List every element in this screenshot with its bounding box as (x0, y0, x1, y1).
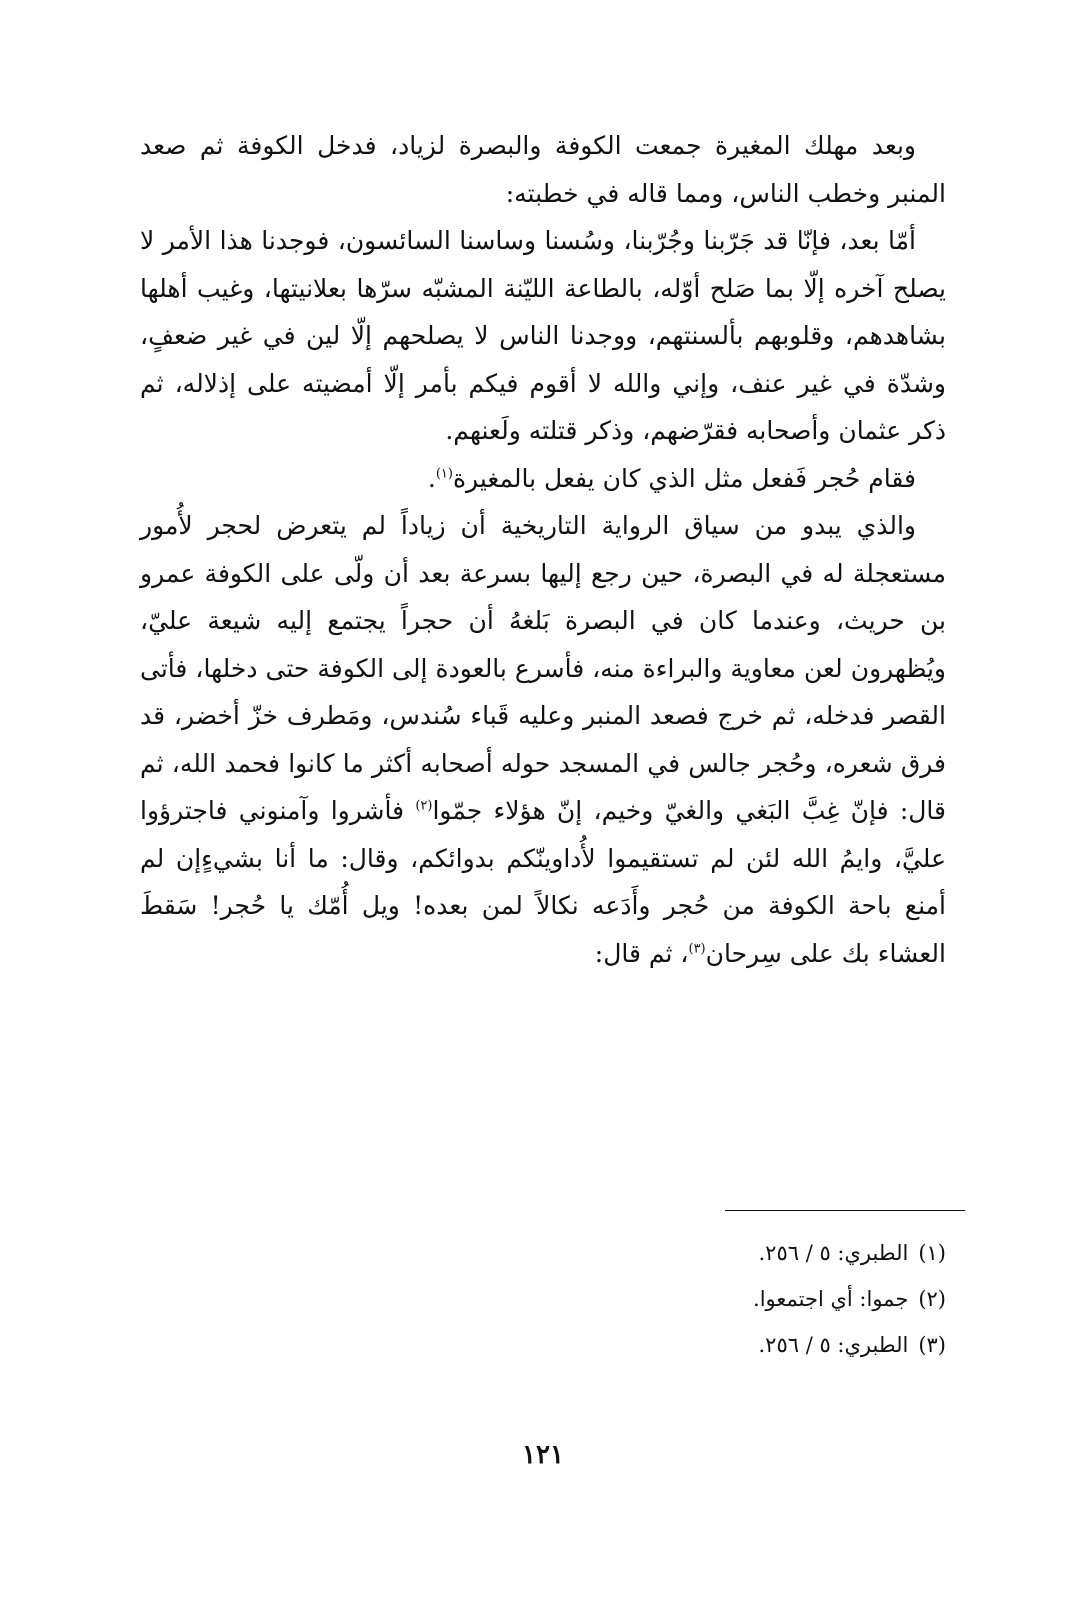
paragraph-text: ، ثم قال: (594, 938, 689, 968)
footnote-text: الطبري: ٥ / ٢٥٦. (758, 1241, 909, 1265)
paragraph-text: والذي يبدو من سياق الرواية التاريخية أن زياداً لم يتعرض لحجر لأُمور مستعجلة له في البصرة، حين رجع إليها بسرعة بعد أن ولّى على الكوفة عمرو بن حريث، وعندما كان في البصرة بَلغهُ أن حجراً يجتمع إليه شيعة عليّ، ويُظهرون لعن معاوية والبراءة منه، فأسرع بالعودة إلى الكوفة حتى دخلها، فأتى القصر فدخله، ثم خرج فصعد المنبر وعليه قَباء سُندس، ومَطرف خزّ أخضر، قد فرق شعره، وحُجر جالس في المسجد حوله أصحابه أكثر ما كانوا فحمد الله، ثم قال: فإنّ غِبَّ البَغي والغيّ وخيم، إنّ هؤلاء جمّوا (140, 511, 946, 825)
paragraph-hujr (140, 455, 946, 503)
footnote-marker-2[interactable]: (٢) (415, 798, 433, 814)
footnote-number: (٣) (918, 1333, 946, 1358)
footnote-number: (١) (918, 1241, 946, 1265)
footnote-marker-3[interactable]: (٣) (688, 941, 706, 957)
paragraph-speech (140, 217, 946, 455)
paragraph-intro (140, 122, 946, 217)
footnotes (140, 1230, 946, 1369)
footnote-marker-1[interactable]: (١) (435, 466, 453, 482)
footnote-1 (140, 1230, 946, 1276)
paragraph-text: وبعد مهلك المغيرة جمعت الكوفة والبصرة لزياد، فدخل الكوفة ثم صعد المنبر وخطب الناس، ومما قاله في خطبته: (140, 131, 946, 208)
footnote-text: جموا: أي اجتمعوا. (753, 1287, 909, 1312)
main-text (140, 122, 946, 977)
footnote-separator (725, 1210, 965, 1211)
footnote-3 (140, 1322, 946, 1368)
paragraph-text: أمّا بعد، فإنّا قد جَرّبنا وجُرّبنا، وسُسنا وساسنا السائسون، فوجدنا هذا الأمر لا يصلح آخره إلّا بما صَلح أوّله، بالطاعة الليّنة المشبّه سرّها بعلانيتها، وغيب أهلها بشاهدهم، وقلوبهم بألسنتهم، ووجدنا الناس لا يصلحهم إلّا لين في غير ضعفٍ، وشدّة في غير عنف، وإني والله لا أقوم فيكم بأمر إلّا أمضيته على إذلاله، ثم ذكر عثمان وأصحابه فقرّضهم، وذكر قتلته ولَعنهم. (140, 226, 946, 445)
page-number: ١٢١ (522, 1440, 564, 1470)
footnote-2 (140, 1276, 946, 1322)
footnote-number: (٢) (918, 1287, 946, 1312)
paragraph-text: فقام حُجر فَفعل مثل الذي كان يفعل بالمغيرة (452, 463, 916, 493)
paragraph-narrative (140, 502, 946, 977)
footnote-text: الطبري: ٥ / ٢٥٦. (758, 1333, 909, 1358)
paragraph-text: فأشروا وآمنوني فاجترؤوا عليَّ، وايمُ الله لئن لم تستقيموا لأُداوينّكم بدوائكم، وقال: ما أنا بشيءٍإن لم أمنع باحة الكوفة من حُجر وأَدَعه نكالاً لمن بعده! ويل أُمّك يا حُجر! سَقطَ العشاء بك على سِرحان (140, 796, 946, 968)
sentence-end: . (427, 463, 436, 493)
